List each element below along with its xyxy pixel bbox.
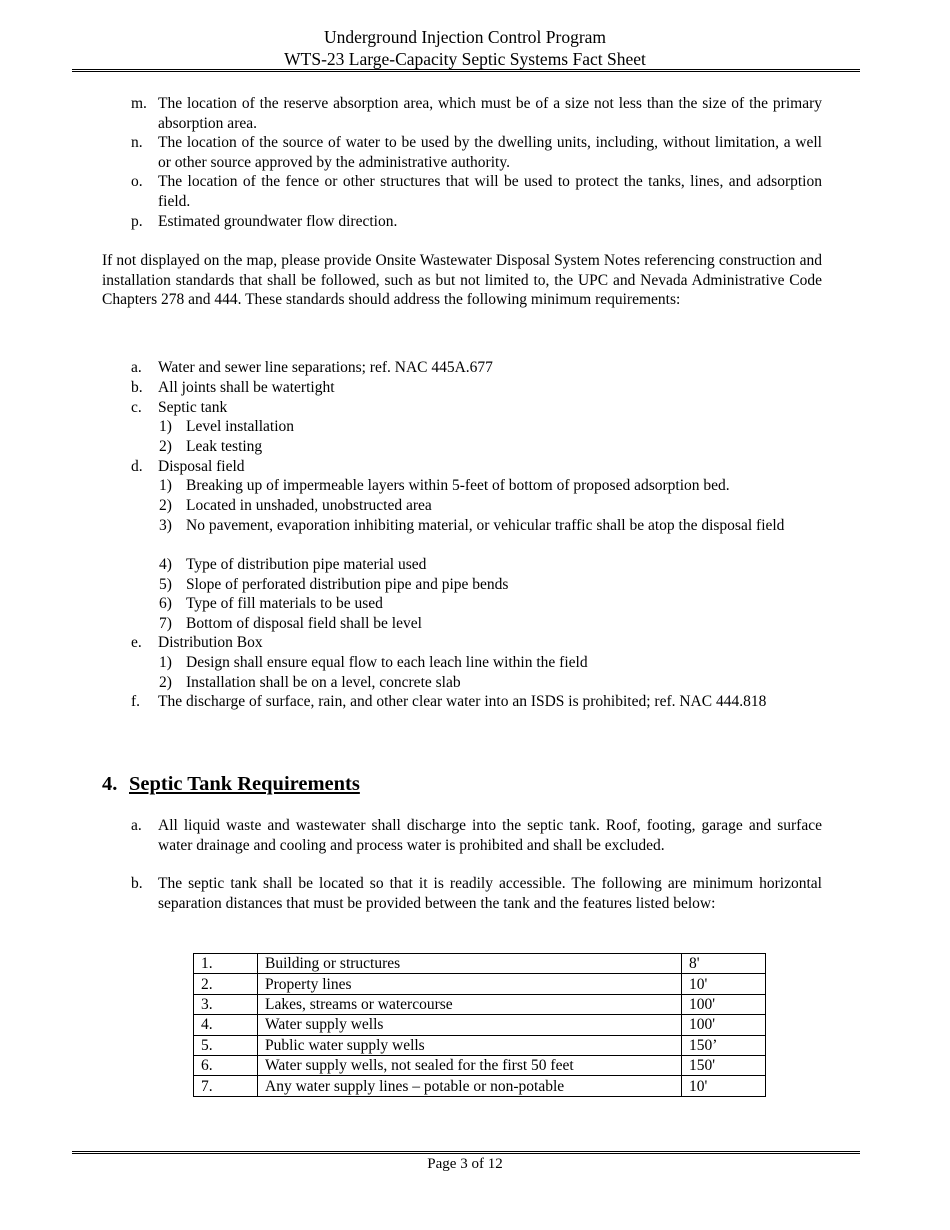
- sub-item-label: 2): [159, 674, 172, 691]
- requirement-text: Septic tank: [158, 399, 228, 416]
- feature-cell: Any water supply lines – potable or non-potable: [258, 1076, 682, 1096]
- footer-divider: [72, 1151, 860, 1154]
- section-item-text: All liquid waste and wastewater shall discharge into the septic tank. Roof, footing, garage and surface water drainage and cooling and process water is prohibited and shall be excluded.: [158, 817, 822, 854]
- sub-item-label: 4): [159, 556, 172, 573]
- section-item-label: b.: [131, 875, 143, 892]
- requirement-text: The discharge of surface, rain, and other clear water into an ISDS is prohibited; ref. NAC 444.818: [158, 693, 767, 710]
- section-heading: [102, 771, 360, 797]
- sub-item-label: 7): [159, 615, 172, 632]
- sub-item-label: 6): [159, 595, 172, 612]
- requirement-text: Water and sewer line separations; ref. NAC 445A.677: [158, 359, 493, 376]
- sub-item-label: 1): [159, 654, 172, 671]
- header-document-title: WTS-23 Large-Capacity Septic Systems Fact Sheet: [284, 49, 646, 69]
- distance-cell: 8': [682, 954, 766, 974]
- section-title: Septic Tank Requirements: [129, 773, 360, 795]
- distance-cell: 100': [682, 1015, 766, 1035]
- distance-cell: 150’: [682, 1035, 766, 1055]
- page-number: Page 3 of 12: [427, 1156, 503, 1172]
- header-program-title: Underground Injection Control Program: [323, 27, 607, 47]
- table-row: [194, 974, 766, 994]
- sub-item-text: Leak testing: [186, 438, 263, 455]
- sub-item-label: 3): [159, 517, 172, 534]
- row-number: 5.: [194, 1035, 258, 1055]
- list-item-label: p.: [131, 213, 143, 230]
- separation-distance-table: [193, 953, 766, 1097]
- sub-item-label: 1): [159, 477, 172, 494]
- feature-cell: Property lines: [258, 974, 682, 994]
- header-divider: [72, 69, 860, 72]
- list-item-text: The location of the fence or other structures that will be used to protect the tanks, lines, and adsorption field.: [158, 173, 822, 210]
- feature-cell: Water supply wells, not sealed for the first 50 feet: [258, 1055, 682, 1075]
- feature-cell: Water supply wells: [258, 1015, 682, 1035]
- feature-cell: Building or structures: [258, 954, 682, 974]
- sub-item-text: Level installation: [186, 418, 295, 435]
- row-number: 3.: [194, 994, 258, 1014]
- page-header: [0, 26, 930, 70]
- table-row: [194, 1076, 766, 1096]
- list-item-text: The location of the source of water to be used by the dwelling units, including, without limitation, a well or other source approved by the administrative authority.: [158, 134, 822, 171]
- distance-cell: 10': [682, 1076, 766, 1096]
- list-item-label: m.: [131, 95, 147, 112]
- sub-item-text: Bottom of disposal field shall be level: [186, 615, 422, 632]
- sub-item-text: Installation shall be on a level, concrete slab: [186, 674, 461, 691]
- distance-cell: 150': [682, 1055, 766, 1075]
- sub-item-label: 2): [159, 497, 172, 514]
- requirement-text: Disposal field: [158, 458, 245, 475]
- requirement-label: c.: [131, 399, 142, 416]
- row-number: 6.: [194, 1055, 258, 1075]
- feature-cell: Lakes, streams or watercourse: [258, 994, 682, 1014]
- table-row: [194, 1055, 766, 1075]
- section-item-label: a.: [131, 817, 142, 834]
- row-number: 1.: [194, 954, 258, 974]
- row-number: 4.: [194, 1015, 258, 1035]
- sub-item-text: Slope of perforated distribution pipe and pipe bends: [186, 576, 509, 593]
- sub-item-label: 2): [159, 438, 172, 455]
- row-number: 2.: [194, 974, 258, 994]
- table-row: [194, 1035, 766, 1055]
- section-number: 4.: [102, 773, 118, 795]
- sub-item-text: Design shall ensure equal flow to each leach line within the field: [186, 654, 588, 671]
- sub-item-text: Type of fill materials to be used: [186, 595, 383, 612]
- table-row: [194, 994, 766, 1014]
- requirement-label: a.: [131, 359, 142, 376]
- table-row: [194, 1015, 766, 1035]
- requirement-text: All joints shall be watertight: [158, 379, 335, 396]
- requirement-label: b.: [131, 379, 143, 396]
- requirement-text: Distribution Box: [158, 634, 263, 651]
- sub-item-text: Breaking up of impermeable layers within 5-feet of bottom of proposed adsorption bed.: [186, 477, 730, 494]
- list-item-text: Estimated groundwater flow direction.: [158, 213, 398, 230]
- intro-paragraph: If not displayed on the map, please provide Onsite Wastewater Disposal System Notes referencing construction and installation standards that shall be followed, such as but not limited to, the UPC and Nevada Administrative Code Chapters 278 and 444. These standards should address the following minimum requirements:: [102, 252, 822, 309]
- distance-cell: 100': [682, 994, 766, 1014]
- list-item-label: n.: [131, 134, 143, 151]
- row-number: 7.: [194, 1076, 258, 1096]
- requirement-label: f.: [131, 693, 141, 710]
- requirement-label: e.: [131, 634, 142, 651]
- sub-item-label: 5): [159, 576, 172, 593]
- sub-item-text: Located in unshaded, unobstructed area: [186, 497, 432, 514]
- sub-item-text: No pavement, evaporation inhibiting material, or vehicular traffic shall be atop the disposal field: [186, 517, 785, 534]
- sub-item-label: 1): [159, 418, 172, 435]
- section-item-text: The septic tank shall be located so that it is readily accessible. The following are minimum horizontal separation distances that must be provided between the tank and the features listed below:: [158, 875, 822, 912]
- requirement-label: d.: [131, 458, 143, 475]
- list-item-text: The location of the reserve absorption area, which must be of a size not less than the size of the primary absorption area.: [158, 95, 822, 132]
- feature-cell: Public water supply wells: [258, 1035, 682, 1055]
- table-row: [194, 954, 766, 974]
- list-item-label: o.: [131, 173, 143, 190]
- sub-item-text: Type of distribution pipe material used: [186, 556, 427, 573]
- distance-cell: 10': [682, 974, 766, 994]
